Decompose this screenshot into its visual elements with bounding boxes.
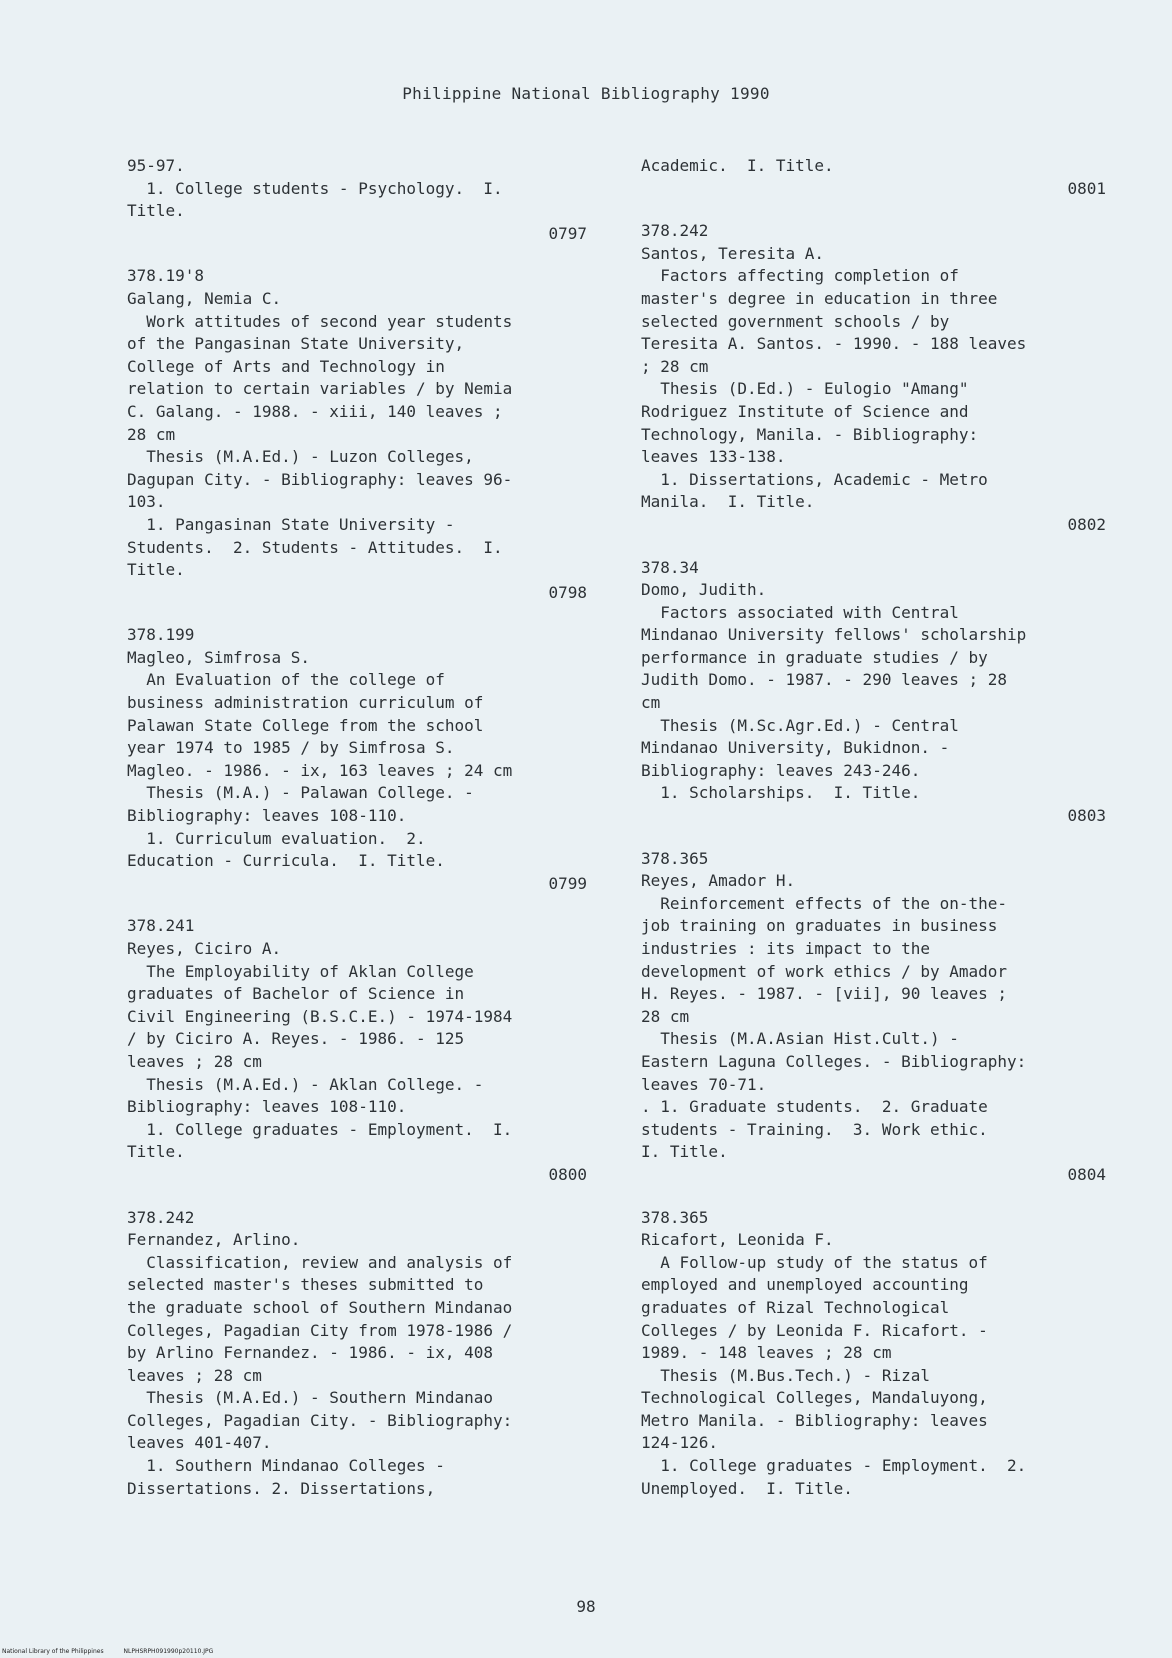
text-line: Dissertations. 2. Dissertations, — [127, 1478, 436, 1498]
entry-0799 — [127, 624, 587, 895]
page-number: 98 — [576, 1597, 596, 1616]
text-line: 124-126. — [641, 1433, 719, 1453]
text-line: Factors associated with Central — [641, 602, 959, 622]
text-line: leaves ; 28 cm — [127, 1365, 262, 1385]
text-line: . 1. Graduate students. 2. Graduate — [641, 1097, 988, 1117]
author: Domo, Judith. — [641, 580, 767, 600]
entry-0800 — [127, 915, 587, 1186]
text-line: 1. College students - Psychology. I. — [127, 178, 503, 198]
entry-number: 0798 — [548, 582, 587, 602]
text-line: leaves 133-138. — [641, 447, 786, 467]
text-line: Thesis (D.Ed.) - Eulogio "Amang" — [641, 379, 969, 399]
text-line: Manila. I. Title. — [641, 492, 815, 512]
text-line: Palawan State College from the school — [127, 715, 484, 735]
text-line: employed and unemployed accounting — [641, 1275, 969, 1295]
text-line: graduates of Bachelor of Science in — [127, 984, 465, 1004]
author: Fernandez, Arlino. — [127, 1230, 301, 1250]
scan-footer — [2, 1648, 231, 1655]
text-line: job training on graduates in business — [641, 916, 998, 936]
text-line: Metro Manila. - Bibliography: leaves — [641, 1410, 988, 1430]
text-line: Title. — [127, 1142, 185, 1162]
text-line: The Employability of Aklan College — [127, 961, 474, 981]
text-line: Thesis (M.Sc.Agr.Ed.) - Central — [641, 715, 959, 735]
call-number: 378.199 — [127, 625, 195, 645]
author: Galang, Nemia C. — [127, 288, 282, 308]
text-line: Magleo. - 1986. - ix, 163 leaves ; 24 cm — [127, 760, 513, 780]
text-line: Thesis (M.Bus.Tech.) - Rizal — [641, 1365, 930, 1385]
text-line: Technology, Manila. - Bibliography: — [641, 424, 979, 444]
author: Reyes, Amador H. — [641, 871, 796, 891]
text-line: C. Galang. - 1988. - xiii, 140 leaves ; — [127, 401, 503, 421]
text-line: Education - Curricula. I. Title. — [127, 851, 445, 871]
text-line: Colleges / by Leonida F. Ricafort. - — [641, 1320, 988, 1340]
text-line: graduates of Rizal Technological — [641, 1297, 950, 1317]
text-line: relation to certain variables / by Nemia — [127, 379, 513, 399]
right-column — [641, 155, 1106, 1520]
page-title: Philippine National Bibliography 1990 — [402, 84, 770, 103]
entry-0801 — [127, 1207, 587, 1501]
call-number: 378.365 — [641, 1207, 709, 1227]
text-line: Title. — [127, 560, 185, 580]
text-line: ; 28 cm — [641, 356, 709, 376]
text-line: Rodriguez Institute of Science and — [641, 401, 969, 421]
author: Reyes, Ciciro A. — [127, 939, 282, 958]
text-line: Bibliography: leaves 108-110. — [127, 1097, 407, 1117]
text-line: Civil Engineering (B.S.C.E.) - 1974-1984 — [127, 1006, 513, 1026]
text-line: the graduate school of Southern Mindanao — [127, 1297, 513, 1317]
entry-number: 0804 — [1067, 1164, 1106, 1184]
text-line: Colleges, Pagadian City from 1978-1986 / — [127, 1320, 513, 1340]
text-line: Reinforcement effects of the on-the- — [641, 893, 1008, 913]
text-line: Students. 2. Students - Attitudes. I. — [127, 537, 503, 557]
text-line: 95-97. — [127, 156, 185, 175]
text-line: 1. Southern Mindanao Colleges - — [127, 1456, 445, 1476]
call-number: 378.242 — [641, 221, 709, 241]
text-line: Thesis (M.A.Asian Hist.Cult.) - — [641, 1029, 959, 1049]
text-line: H. Reyes. - 1987. - [vii], 90 leaves ; — [641, 984, 1008, 1004]
text-line: Colleges, Pagadian City. - Bibliography: — [127, 1410, 513, 1430]
entry-0798 — [127, 265, 587, 604]
text-line: A Follow-up study of the status of — [641, 1252, 988, 1272]
text-line: 1. Pangasinan State University - — [127, 514, 455, 534]
text-line: Dagupan City. - Bibliography: leaves 96- — [127, 469, 513, 489]
text-line: Title. — [127, 201, 185, 221]
text-line: Thesis (M.A.) - Palawan College. - — [127, 783, 474, 803]
text-line: leaves 401-407. — [127, 1433, 272, 1453]
text-line: students - Training. 3. Work ethic. — [641, 1119, 988, 1139]
entry-number: 0803 — [1067, 806, 1106, 826]
text-line: Bibliography: leaves 108-110. — [127, 806, 407, 826]
text-line: Bibliography: leaves 243-246. — [641, 760, 921, 780]
text-line: business administration curriculum of — [127, 693, 484, 713]
text-line: performance in graduate studies / by — [641, 647, 988, 667]
text-line: selected government schools / by — [641, 311, 950, 331]
entry-0803 — [641, 557, 1106, 828]
entry-number: 0797 — [548, 223, 587, 243]
call-number: 378.19'8 — [127, 266, 205, 286]
text-line: Teresita A. Santos. - 1990. - 188 leaves — [641, 334, 1027, 354]
text-line: An Evaluation of the college of — [127, 670, 445, 690]
text-line: 28 cm — [641, 1006, 690, 1026]
text-line: Mindanao University, Bukidnon. - — [641, 738, 950, 758]
text-line: Thesis (M.A.Ed.) - Aklan College. - — [127, 1074, 484, 1094]
text-line: development of work ethics / by Amador — [641, 961, 1008, 981]
text-line: Classification, review and analysis of — [127, 1252, 513, 1272]
call-number: 378.365 — [641, 848, 709, 868]
left-column — [127, 155, 587, 1520]
text-line: 28 cm — [127, 424, 176, 444]
text-line: 1. College graduates - Employment. I. — [127, 1119, 513, 1139]
entry-number: 0801 — [1067, 178, 1106, 198]
entry-number: 0800 — [548, 1164, 587, 1184]
text-line: Mindanao University fellows' scholarship — [641, 625, 1027, 645]
author: Ricafort, Leonida F. — [641, 1230, 834, 1250]
text-line: / by Ciciro A. Reyes. - 1986. - 125 — [127, 1029, 465, 1049]
text-line: Judith Domo. - 1987. - 290 leaves ; 28 — [641, 670, 1008, 690]
text-line: 1. Dissertations, Academic - Metro — [641, 469, 988, 489]
text-line: Academic. I. Title. — [641, 156, 834, 175]
text-line: Factors affecting completion of — [641, 266, 959, 286]
text-line: Unemployed. I. Title. — [641, 1478, 853, 1498]
text-line: 1. Scholarships. I. Title. — [641, 783, 921, 803]
text-line: Work attitudes of second year students — [127, 311, 513, 331]
entry-0801-continuation — [641, 155, 1106, 200]
entry-number: 0802 — [1067, 514, 1106, 534]
text-line: Eastern Laguna Colleges. - Bibliography: — [641, 1051, 1027, 1071]
text-line: industries : its impact to the — [641, 939, 930, 958]
author: Magleo, Simfrosa S. — [127, 647, 311, 667]
text-line: College of Arts and Technology in — [127, 356, 445, 376]
text-line: master's degree in education in three — [641, 288, 998, 308]
text-line: 103. — [127, 492, 166, 512]
text-line: 1. College graduates - Employment. 2. — [641, 1456, 1027, 1476]
text-line: year 1974 to 1985 / by Simfrosa S. — [127, 738, 455, 758]
file-id: NLPHSRPH091990p20110.JPG — [123, 1648, 214, 1655]
text-line: Technological Colleges, Mandaluyong, — [641, 1388, 988, 1408]
entry-0805 — [641, 1207, 1106, 1501]
call-number: 378.242 — [127, 1207, 195, 1227]
author: Santos, Teresita A. — [641, 243, 825, 263]
text-line: by Arlino Fernandez. - 1986. - ix, 408 — [127, 1343, 494, 1363]
text-line: of the Pangasinan State University, — [127, 334, 465, 354]
library-name: National Library of the Philippines — [2, 1648, 104, 1655]
text-line: leaves 70-71. — [641, 1074, 767, 1094]
entry-0802 — [641, 220, 1106, 536]
call-number: 378.34 — [641, 557, 699, 577]
text-line: 1. Curriculum evaluation. 2. — [127, 828, 426, 848]
text-line: leaves ; 28 cm — [127, 1051, 262, 1071]
text-line: Thesis (M.A.Ed.) - Luzon Colleges, — [127, 447, 474, 467]
text-line: I. Title. — [641, 1142, 728, 1162]
entry-number: 0799 — [548, 873, 587, 893]
entry-0797-continuation — [127, 155, 587, 245]
text-line: Thesis (M.A.Ed.) - Southern Mindanao — [127, 1388, 494, 1408]
text-line: selected master's theses submitted to — [127, 1275, 484, 1295]
text-line: 1989. - 148 leaves ; 28 cm — [641, 1343, 892, 1363]
call-number: 378.241 — [127, 916, 195, 936]
text-line: cm — [641, 693, 661, 713]
entry-0804 — [641, 848, 1106, 1187]
